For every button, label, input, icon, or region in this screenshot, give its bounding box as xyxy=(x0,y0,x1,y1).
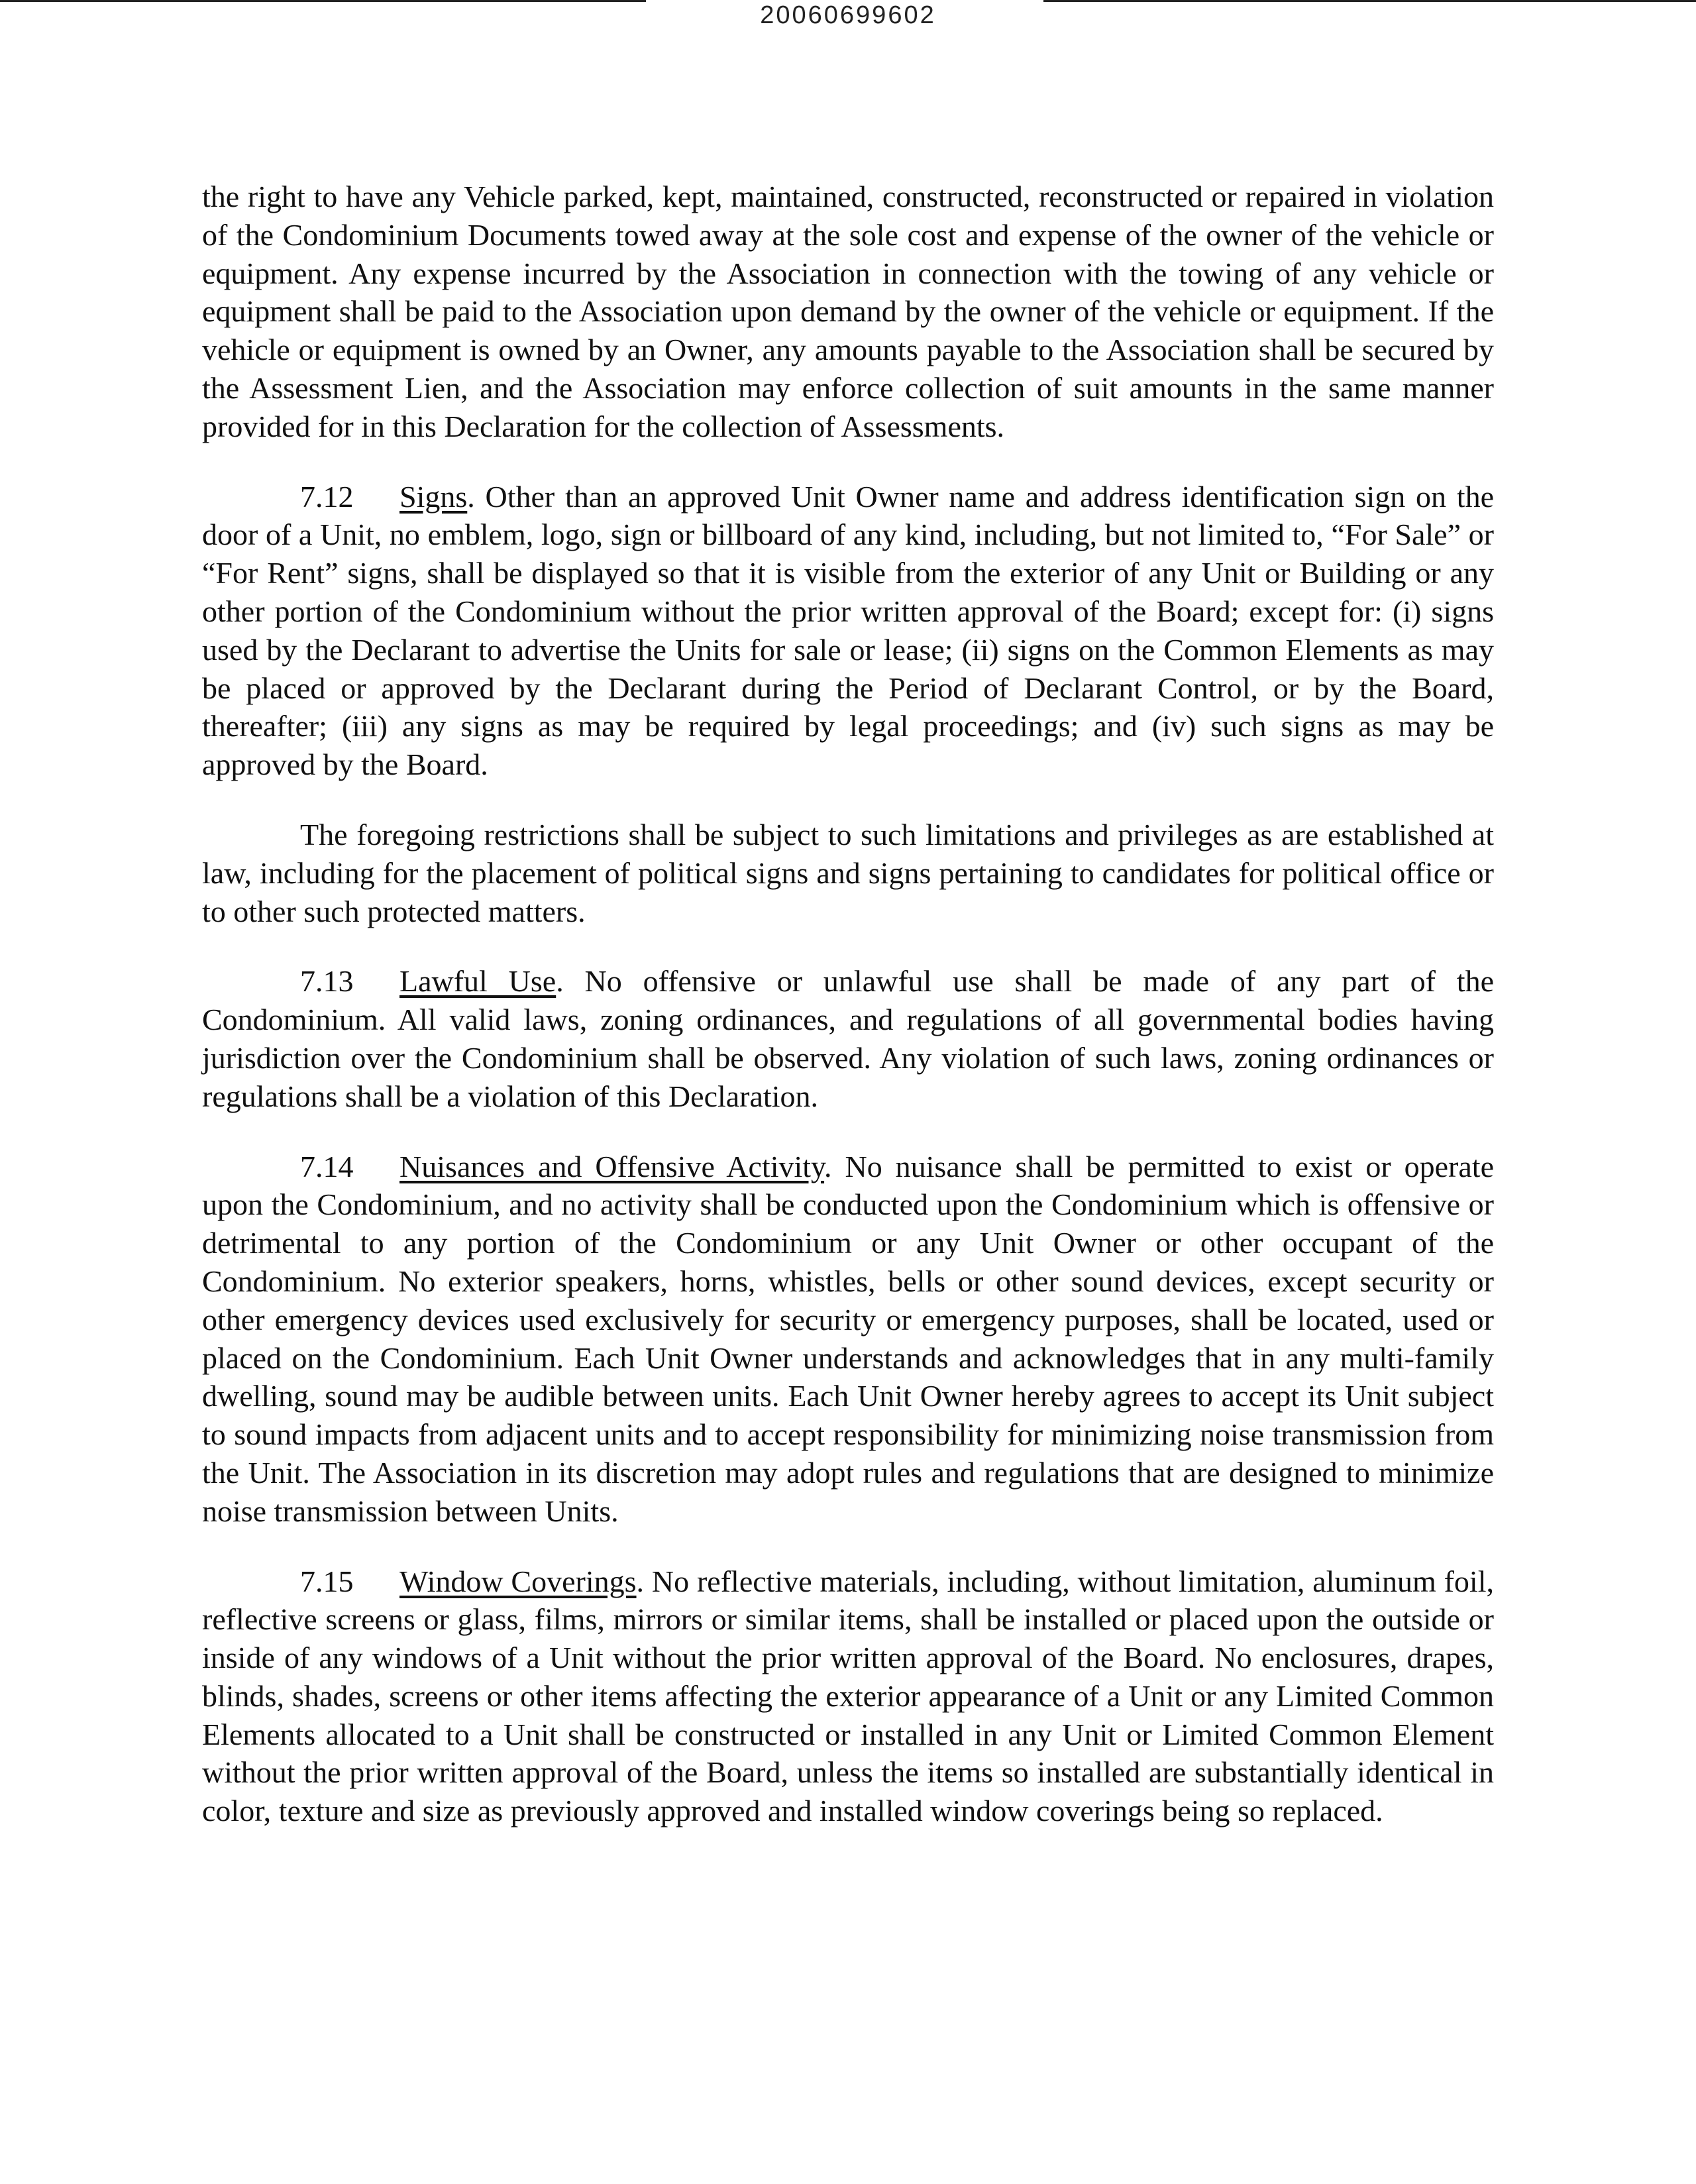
section-title: Window Coverings xyxy=(399,1564,637,1598)
section-title: Nuisances and Offensive Activity xyxy=(399,1149,825,1183)
section-7-15 xyxy=(202,1562,1494,1831)
section-text: . No nuisance shall be permitted to exist or operate upon the Condominium, and no activity shall be conducted upon the Condominium which is offensive or detrimental to any portion of the Condominium or any Unit Owner or other occupant of the Condominium. No exterior speakers, horns, whistles, bells or other sound devices, except security or other emergency devices used exclusively for security or emergency purposes, shall be located, used or placed on the Condominium. Each Unit Owner understands and acknowledges that in any multi-family dwelling, sound may be audible between units. Each Unit Owner hereby agrees to accept its Unit subject to sound impacts from adjacent units and to accept responsibility for minimizing noise transmission from the Unit. The Association in its discretion may adopt rules and regulations that are designed to minimize noise transmission between Units. xyxy=(202,1149,1494,1528)
section-text: . No reflective materials, including, without limitation, aluminum foil, reflective screens or glass, films, mirrors or similar items, shall be installed or placed upon the outside or inside of any windows of a Unit without the prior written approval of the Board. No enclosures, drapes, blinds, shades, screens or other items affecting the exterior appearance of a Unit or any Limited Common Elements allocated to a Unit shall be constructed or installed in any Unit or Limited Common Element without the prior written approval of the Board, unless the items so installed are substantially identical in color, texture and size as previously approved and installed window coverings being so replaced. xyxy=(202,1564,1494,1828)
section-number: 7.13 xyxy=(300,964,354,999)
section-title: Lawful Use xyxy=(399,964,556,999)
document-body xyxy=(202,178,1494,1862)
section-number: 7.15 xyxy=(300,1564,354,1598)
document-number: 20060699602 xyxy=(760,1,936,29)
paragraph-vehicle-towing: the right to have any Vehicle parked, kept, maintained, constructed, reconstructed or repaired in violation of the Condominium Documents towed away at the sole cost and expense of the owner of the vehicle or equipment. Any expense incurred by the Association in connection with the towing of any vehicle or equipment shall be paid to the Association upon demand by the owner of the vehicle or equipment. If the vehicle or equipment is owned by an Owner, any amounts payable to the Association shall be secured by the Assessment Lien, and the Association may enforce collection of suit amounts in the same manner provided for in this Declaration for the collection of Assessments. xyxy=(202,180,1494,443)
section-number: 7.14 xyxy=(300,1149,354,1183)
section-7-14 xyxy=(202,1148,1494,1531)
paragraph-foregoing-restrictions: The foregoing restrictions shall be subject to such limitations and privileges as are established at law, including for the placement of political signs and signs pertaining to candidates for political office or to other such protected matters. xyxy=(202,817,1494,928)
section-title: Signs xyxy=(399,479,468,514)
section-text: . Other than an approved Unit Owner name and address identification sign on the door of a Unit, no emblem, logo, sign or billboard of any kind, including, but not limited to, “For Sale” or “For Rent” signs, shall be displayed so that it is visible from the exterior of any Unit or Building or any other portion of the Condominium without the prior written approval of the Board; except for: (i) signs used by the Declarant to advertise the Units for sale or lease; (ii) signs on the Common Elements as may be placed or approved by the Declarant during the Period of Declarant Control, or by the Board, thereafter; (iii) any signs as may be required by legal proceedings; and (iv) such signs as may be approved by the Board. xyxy=(202,479,1494,782)
section-7-12 xyxy=(202,478,1494,784)
section-7-13 xyxy=(202,962,1494,1115)
section-text: . No offensive or unlawful use shall be made of any part of the Condominium. All valid laws, zoning ordinances, and regulations of all governmental bodies having jurisdiction over the Condominium shall be observed. Any violation of such laws, zoning ordinances or regulations shall be a violation of this Declaration. xyxy=(202,964,1494,1113)
section-number: 7.12 xyxy=(300,479,354,514)
